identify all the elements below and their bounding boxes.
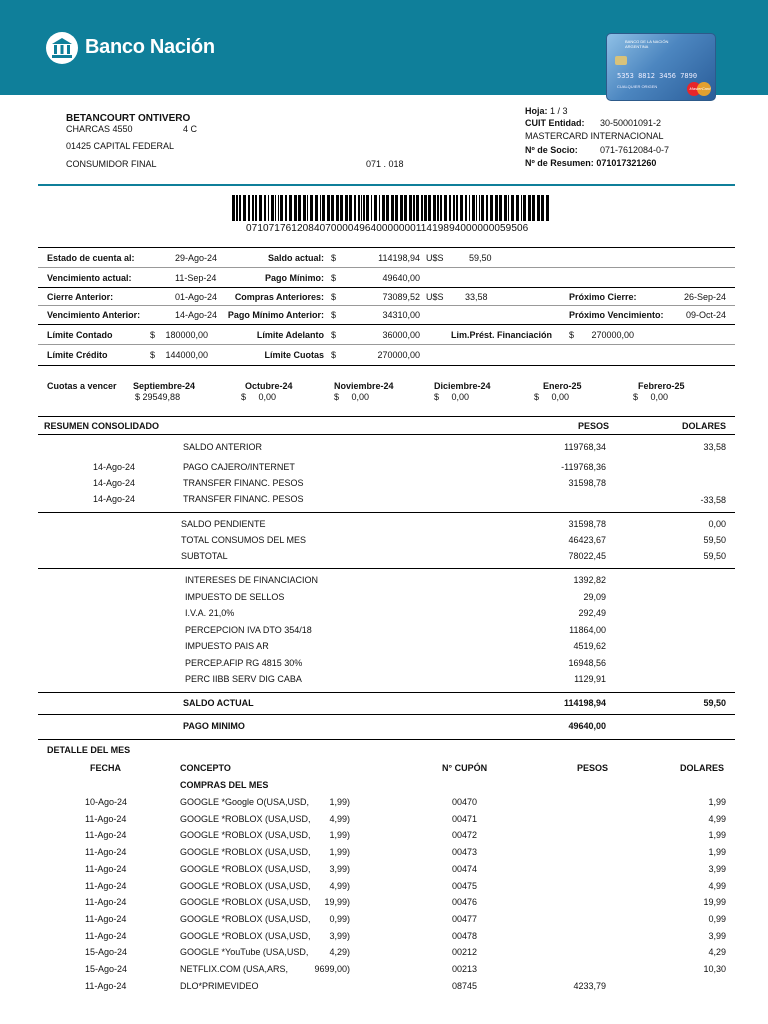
- detalle-concept: GOOGLE *ROBLOX (USA,USD,: [180, 930, 311, 941]
- cuota-month-value: [534, 392, 569, 402]
- subtotal-dolares: 59,50: [703, 535, 726, 545]
- customer-name: BETANCOURT ONTIVERO: [66, 113, 191, 124]
- movement-date: 14-Ago-24: [93, 494, 136, 504]
- barcode-bar: [345, 195, 348, 221]
- movement-date: 14-Ago-24: [93, 462, 136, 472]
- charge-pesos: 292,49: [578, 608, 606, 618]
- cuota-month-value: [135, 392, 180, 402]
- detalle-original-amount: 19,99): [324, 897, 350, 908]
- detalle-section-title: COMPRAS DEL MES: [180, 780, 269, 790]
- barcode-bar: [404, 195, 407, 221]
- limite-cuotas-currency: $: [331, 350, 337, 360]
- barcode-bar: [294, 195, 297, 221]
- status-line-2: [38, 287, 735, 288]
- resumen-number: [525, 158, 656, 168]
- detalle-coupon: 00477: [452, 913, 478, 924]
- barcode-bar: [453, 195, 455, 221]
- detalle-coupon: 00470: [452, 797, 478, 807]
- subtotal-label: SUBTOTAL: [181, 551, 228, 561]
- charge-label: INTERESES DE FINANCIACION: [185, 575, 319, 585]
- compras-usd-currency: U$S: [426, 292, 444, 302]
- detalle-original-amount: 1,99): [329, 797, 350, 807]
- saldo-label: Saldo actual:: [267, 253, 324, 263]
- vencimiento-value: 11-Sep-24: [175, 273, 217, 283]
- barcode-bar: [374, 195, 377, 221]
- charge-label: PERCEPCION IVA DTO 354/18: [185, 624, 312, 635]
- card-bank-name: BANCO DE LA NACIÓN ARGENTINA: [625, 39, 669, 49]
- card-holder: CUALQUIER ORIGEN: [617, 84, 658, 89]
- barcode-bar: [546, 195, 549, 221]
- proximo-vencimiento-label: Próximo Vencimiento:: [569, 310, 664, 320]
- barcode-bar: [303, 195, 306, 221]
- status-top-line: [38, 247, 735, 248]
- saldo-anterior-dolares: 33,58: [703, 442, 726, 452]
- detalle-col-pesos: PESOS: [577, 763, 609, 773]
- pago-anterior-currency: $: [331, 310, 337, 320]
- subtotal-dolares: 0,00: [708, 519, 726, 529]
- cuota-month-name: Diciembre-24: [434, 381, 491, 391]
- detalle-dolares: 0,99: [708, 913, 726, 924]
- barcode-bar: [499, 195, 502, 221]
- charge-pesos: 16948,56: [568, 657, 606, 668]
- barcode-bar: [386, 195, 389, 221]
- limite-cuotas-label: Límite Cuotas: [264, 350, 324, 360]
- barcode-bar: [331, 195, 334, 221]
- barcode-bar: [278, 195, 279, 221]
- barcode-bar: [490, 195, 493, 221]
- subtotal-dolares: 59,50: [703, 551, 726, 561]
- barcode-bar: [469, 195, 470, 221]
- resumen-bottom-line: [38, 739, 735, 740]
- barcode-bar: [232, 195, 235, 221]
- barcode-bar: [537, 195, 540, 221]
- detalle-concept: GOOGLE *ROBLOX (USA,USD,: [180, 913, 311, 924]
- detalle-original-amount: 3,99): [329, 930, 350, 941]
- resumen-line-2: [38, 568, 735, 569]
- subtotal-label: TOTAL CONSUMOS DEL MES: [181, 535, 307, 545]
- barcode-bar: [449, 195, 451, 221]
- detalle-concept: NETFLIX.COM (USA,ARS,: [180, 964, 289, 974]
- barcode-bar: [428, 195, 431, 221]
- detalle-dolares: 4,29: [708, 947, 726, 958]
- detalle-concept: GOOGLE *ROBLOX (USA,USD,: [180, 830, 311, 841]
- barcode-bar: [248, 195, 250, 221]
- barcode-bar: [310, 195, 313, 221]
- barcode-bar: [322, 195, 325, 221]
- cuota-month-name: Noviembre-24: [334, 381, 394, 391]
- barcode-bar: [327, 195, 330, 221]
- cuota-value: 0,00: [258, 392, 277, 402]
- entity-name: MASTERCARD INTERNACIONAL: [525, 131, 664, 141]
- cuota-month-name: Enero-25: [543, 381, 582, 391]
- page-value: 1 / 3: [550, 106, 568, 116]
- compras-usd-value: 33,58: [465, 292, 488, 302]
- charge-pesos: 1392,82: [573, 575, 606, 585]
- detalle-original-amount: 4,99): [329, 813, 350, 824]
- vencimiento-anterior-label: Vencimiento Anterior:: [47, 310, 141, 320]
- detalle-original-amount: 3,99): [329, 863, 350, 874]
- detalle-date: 11-Ago-24: [85, 830, 127, 841]
- status-line-4: [38, 324, 735, 325]
- saldo-anterior-pesos: 119768,34: [564, 442, 606, 452]
- detalle-coupon: 00475: [452, 880, 478, 891]
- barcode-bar: [516, 195, 519, 221]
- detalle-date: 11-Ago-24: [85, 913, 127, 924]
- saldo-value: 114198,94: [378, 253, 420, 263]
- subtotal-pesos: 78022,45: [568, 551, 606, 561]
- barcode-bar: [479, 195, 480, 221]
- socio-value: 071-7612084-0-7: [600, 145, 670, 155]
- movement-date: 14-Ago-24: [93, 478, 136, 488]
- barcode-bar: [409, 195, 412, 221]
- cuit-value: 30-50001091-2: [600, 118, 662, 128]
- barcode-bar: [285, 195, 287, 221]
- subtotal-label: SALDO PENDIENTE: [181, 519, 266, 529]
- charge-label: IMPUESTO PAIS AR: [185, 641, 269, 651]
- bank-name: Banco Nación: [85, 36, 215, 58]
- cuota-month-value: [334, 392, 369, 402]
- cuota-currency: $: [241, 392, 247, 402]
- cuotas-label: Cuotas a vencer: [47, 381, 117, 391]
- resumen-col-pesos: PESOS: [578, 421, 610, 431]
- vencimiento-label: Vencimiento actual:: [47, 273, 132, 283]
- detalle-date: 11-Ago-24: [85, 930, 127, 941]
- barcode-bar: [289, 195, 292, 221]
- barcode-bar: [433, 195, 436, 221]
- detalle-dolares: 19,99: [703, 897, 726, 908]
- barcode-bar: [280, 195, 283, 221]
- detalle-original-amount: 1,99): [329, 830, 350, 841]
- charge-label: IMPUESTO DE SELLOS: [185, 591, 285, 602]
- customer-city: 01425 CAPITAL FEDERAL: [66, 141, 175, 151]
- barcode-bar: [349, 195, 352, 221]
- proximo-cierre-label: Próximo Cierre:: [569, 292, 637, 302]
- detalle-dolares: 1,99: [708, 830, 726, 841]
- barcode-number: 07107176120840700004964000000011419894000000059506: [246, 223, 529, 234]
- barcode-bar: [264, 195, 266, 221]
- subtotal-pesos: 31598,78: [568, 519, 606, 529]
- barcode-bar: [239, 195, 241, 221]
- resumen-title: RESUMEN CONSOLIDADO: [44, 421, 160, 431]
- limite-contado-value: 180000,00: [165, 330, 208, 340]
- detalle-dolares: 3,99: [708, 863, 726, 874]
- detalle-coupon: 00473: [452, 847, 478, 858]
- compras-anteriores-label: Compras Anteriores:: [234, 292, 324, 302]
- resumen-col-dolares: DOLARES: [682, 421, 727, 431]
- limite-prestamo-label: Lim.Prést. Financiación: [451, 330, 553, 340]
- detalle-concept: DLO*PRIMEVIDEO: [180, 980, 259, 991]
- resumen-line-1: [38, 512, 735, 513]
- compras-value: 73089,52: [382, 292, 420, 302]
- detalle-date: 11-Ago-24: [85, 897, 127, 908]
- movement-desc: TRANSFER FINANC. PESOS: [183, 478, 304, 488]
- barcode-bar: [363, 195, 365, 221]
- saldo-actual-label: SALDO ACTUAL: [183, 698, 254, 708]
- saldo-usd-value: 59,50: [469, 253, 492, 263]
- charge-label: PERCEP.AFIP RG 4815 30%: [185, 657, 303, 668]
- detalle-date: 15-Ago-24: [85, 947, 128, 958]
- movement-desc: TRANSFER FINANC. PESOS: [183, 494, 304, 504]
- mastercard-logo-icon: [687, 82, 713, 96]
- detalle-dolares: 1,99: [708, 797, 726, 807]
- barcode-bar: [400, 195, 403, 221]
- cuota-month-value: [241, 392, 276, 402]
- barcode-bar: [379, 195, 380, 221]
- detalle-coupon: 08745: [452, 980, 478, 991]
- barcode-bar: [366, 195, 369, 221]
- detalle-concept: GOOGLE *ROBLOX (USA,USD,: [180, 880, 311, 891]
- detalle-date: 10-Ago-24: [85, 797, 128, 807]
- barcode-bar: [255, 195, 257, 221]
- detalle-concept: GOOGLE *Google O(USA,USD,: [180, 797, 310, 807]
- header-divider: [38, 184, 735, 186]
- barcode-image: [232, 195, 550, 221]
- limite-adelanto-currency: $: [331, 330, 337, 340]
- status-line-1: [38, 267, 735, 268]
- detalle-coupon: 00476: [452, 897, 478, 908]
- movement-pesos: -119768,36: [561, 462, 606, 472]
- detalle-original-amount: 0,99): [329, 913, 350, 924]
- barcode-bar: [532, 195, 535, 221]
- detalle-original-amount: 9699,00): [314, 964, 350, 974]
- cierre-anterior-value: 01-Ago-24: [175, 292, 218, 302]
- barcode-bar: [511, 195, 514, 221]
- pago-anterior-value: 34310,00: [382, 310, 420, 320]
- barcode-bar: [354, 195, 356, 221]
- charge-pesos: 1129,91: [574, 674, 606, 684]
- pago-minimo-currency: $: [331, 273, 337, 283]
- proximo-cierre-value: 26-Sep-24: [683, 292, 726, 302]
- detalle-dolares: 10,30: [703, 964, 726, 974]
- barcode-bar: [275, 195, 276, 221]
- detalle-original-amount: 4,99): [329, 880, 350, 891]
- branch-code: 071 . 018: [366, 159, 404, 169]
- barcode-bar: [440, 195, 442, 221]
- resumen-line-3: [38, 692, 735, 693]
- barcode-bar: [268, 195, 269, 221]
- detalle-concept: GOOGLE *YouTube (USA,USD,: [180, 947, 309, 958]
- detalle-coupon: 00478: [452, 930, 478, 941]
- customer-floor: 4 C: [183, 124, 198, 134]
- limite-prestamo-value: 270000,00: [591, 330, 634, 340]
- pago-minimo-resumen-label: PAGO MINIMO: [183, 721, 245, 731]
- barcode-bar: [437, 195, 439, 221]
- cierre-anterior-label: Cierre Anterior:: [47, 292, 114, 302]
- estado-label: Estado de cuenta al:: [47, 253, 135, 263]
- detalle-date: 11-Ago-24: [85, 880, 127, 891]
- detalle-dolares: 3,99: [708, 930, 726, 941]
- barcode-bar: [315, 195, 318, 221]
- detalle-concept: GOOGLE *ROBLOX (USA,USD,: [180, 813, 311, 824]
- barcode-bar: [523, 195, 526, 221]
- status-line-5: [38, 344, 735, 345]
- limite-credito-label: Límite Crédito: [47, 350, 108, 360]
- barcode-bar: [528, 195, 531, 221]
- limite-credito-value: 144000,00: [165, 350, 208, 360]
- detalle-col-concepto: CONCEPTO: [180, 763, 231, 773]
- barcode-bar: [495, 195, 498, 221]
- detalle-coupon: 00212: [452, 947, 478, 958]
- detalle-dolares: 1,99: [708, 847, 726, 858]
- cuota-month-value: [434, 392, 469, 402]
- tax-condition: CONSUMIDOR FINAL: [66, 159, 157, 169]
- page-label: Hoja:: [525, 106, 548, 116]
- card-chip-icon: [615, 56, 627, 65]
- saldo-usd-currency: U$S: [426, 253, 444, 263]
- saldo-currency: $: [331, 253, 337, 263]
- limite-prestamo-currency: $: [569, 330, 575, 340]
- cuota-month-name: Octubre-24: [245, 381, 293, 391]
- cuota-currency: $: [135, 392, 141, 402]
- limite-contado-label: Límite Contado: [47, 330, 113, 340]
- resumen-label: Nº de Resumen:: [525, 158, 594, 168]
- movement-pesos: 31598,78: [568, 478, 606, 488]
- charge-pesos: 4519,62: [573, 641, 606, 651]
- barcode-bar: [382, 195, 385, 221]
- saldo-actual-dolares: 59,50: [703, 698, 726, 708]
- limite-credito-currency: $: [150, 350, 156, 360]
- charge-label: PERC IIBB SERV DIG CABA: [185, 674, 302, 684]
- detalle-coupon: 00472: [452, 830, 478, 841]
- bank-logo-icon: [46, 32, 78, 64]
- cuota-month-value: [633, 392, 668, 402]
- detalle-title: DETALLE DEL MES: [47, 745, 131, 755]
- cuota-month-name: Septiembre-24: [133, 381, 196, 391]
- barcode-bar: [504, 195, 507, 221]
- credit-card-image: [606, 33, 716, 101]
- limite-adelanto-label: Límite Adelanto: [256, 330, 324, 340]
- barcode-bar: [336, 195, 339, 221]
- charge-pesos: 29,09: [583, 591, 606, 602]
- detalle-coupon: 00471: [452, 813, 478, 824]
- cuota-month-name: Febrero-25: [638, 381, 685, 391]
- charge-pesos: 11864,00: [569, 624, 606, 635]
- barcode-bar: [444, 195, 447, 221]
- cuota-currency: $: [534, 392, 540, 402]
- detalle-pesos: 4233,79: [573, 980, 606, 991]
- barcode-bar: [298, 195, 301, 221]
- detalle-date: 11-Ago-24: [85, 863, 127, 874]
- customer-street: CHARCAS 4550: [66, 124, 133, 134]
- detalle-col-dolares: DOLARES: [680, 763, 725, 773]
- detalle-concept: GOOGLE *ROBLOX (USA,USD,: [180, 847, 311, 858]
- saldo-anterior-label: SALDO ANTERIOR: [183, 442, 263, 452]
- resumen-value: 071017321260: [596, 158, 657, 168]
- status-bottom-line: [38, 365, 735, 366]
- cuota-value: 0,00: [451, 392, 470, 402]
- detalle-coupon: 00213: [452, 964, 478, 974]
- detalle-concept: GOOGLE *ROBLOX (USA,USD,: [180, 863, 311, 874]
- detalle-date: 11-Ago-24: [85, 813, 127, 824]
- proximo-vencimiento-value: 09-Oct-24: [685, 310, 726, 320]
- barcode-bar: [259, 195, 262, 221]
- pago-minimo-anterior-label: Pago Mínimo Anterior:: [227, 310, 324, 320]
- pago-minimo-value: 49640,00: [382, 273, 420, 283]
- barcode-bar: [391, 195, 394, 221]
- pago-minimo-resumen-pesos: 49640,00: [568, 721, 606, 731]
- barcode-bar: [371, 195, 372, 221]
- detalle-dolares: 4,99: [708, 880, 726, 891]
- status-line-3: [38, 305, 735, 306]
- cuit-label: CUIT Entidad:: [525, 118, 585, 128]
- barcode-bar: [395, 195, 398, 221]
- barcode-bar: [421, 195, 423, 221]
- cuota-value: 0,00: [351, 392, 370, 402]
- resumen-line-4: [38, 714, 735, 715]
- barcode-bar: [236, 195, 238, 221]
- page-info: [525, 106, 568, 116]
- subtotal-pesos: 46423,67: [568, 535, 606, 545]
- barcode-bar: [521, 195, 522, 221]
- vencimiento-anterior-value: 14-Ago-24: [175, 310, 218, 320]
- detalle-dolares: 4,99: [708, 813, 726, 824]
- barcode-bar: [252, 195, 254, 221]
- compras-currency: $: [331, 292, 337, 302]
- movement-desc: PAGO CAJERO/INTERNET: [183, 462, 295, 472]
- barcode-bar: [460, 195, 463, 221]
- detalle-coupon: 00474: [452, 863, 478, 874]
- barcode-bar: [424, 195, 427, 221]
- card-number: 5353 8812 3456 7890: [617, 72, 698, 80]
- limite-cuotas-value: 270000,00: [377, 350, 420, 360]
- resumen-top-line: [38, 416, 735, 417]
- cuota-currency: $: [633, 392, 639, 402]
- barcode-bar: [486, 195, 488, 221]
- cuota-currency: $: [434, 392, 440, 402]
- barcode-bar: [481, 195, 484, 221]
- detalle-col-cupon: N° CUPÓN: [442, 763, 488, 773]
- barcode-bar: [472, 195, 475, 221]
- barcode-bar: [413, 195, 415, 221]
- socio-label: Nº de Socio:: [525, 145, 578, 155]
- barcode-bar: [541, 195, 544, 221]
- barcode-bar: [320, 195, 321, 221]
- movement-dolares: -33,58: [700, 495, 726, 505]
- barcode-bar: [271, 195, 274, 221]
- barcode-bar: [476, 195, 477, 221]
- barcode-bar: [456, 195, 458, 221]
- charge-label: I.V.A. 21,0%: [185, 608, 235, 618]
- mastercard-text: MasterCard: [689, 86, 711, 91]
- cuota-value: 0,00: [551, 392, 570, 402]
- barcode-bar: [340, 195, 343, 221]
- detalle-original-amount: 4,29): [329, 947, 350, 958]
- barcode-bar: [508, 195, 509, 221]
- barcode-bar: [307, 195, 308, 221]
- saldo-actual-pesos: 114198,94: [563, 698, 606, 708]
- resumen-header-line: [38, 434, 735, 435]
- detalle-date: 15-Ago-24: [85, 964, 128, 974]
- detalle-original-amount: 1,99): [329, 847, 350, 858]
- barcode-bar: [465, 195, 467, 221]
- limite-contado-currency: $: [150, 330, 156, 340]
- limite-adelanto-value: 36000,00: [382, 330, 420, 340]
- cuota-value: 29549,88: [142, 392, 181, 402]
- barcode-bar: [358, 195, 360, 221]
- pago-minimo-label: Pago Mínimo:: [265, 273, 324, 283]
- detalle-col-fecha: FECHA: [90, 763, 121, 773]
- cuota-currency: $: [334, 392, 340, 402]
- detalle-concept: GOOGLE *ROBLOX (USA,USD,: [180, 897, 311, 908]
- barcode-bar: [361, 195, 362, 221]
- detalle-date: 11-Ago-24: [85, 847, 127, 858]
- detalle-date: 11-Ago-24: [85, 980, 127, 991]
- barcode-bar: [416, 195, 419, 221]
- barcode-bar: [243, 195, 246, 221]
- cuota-value: 0,00: [650, 392, 669, 402]
- estado-value: 29-Ago-24: [175, 253, 218, 263]
